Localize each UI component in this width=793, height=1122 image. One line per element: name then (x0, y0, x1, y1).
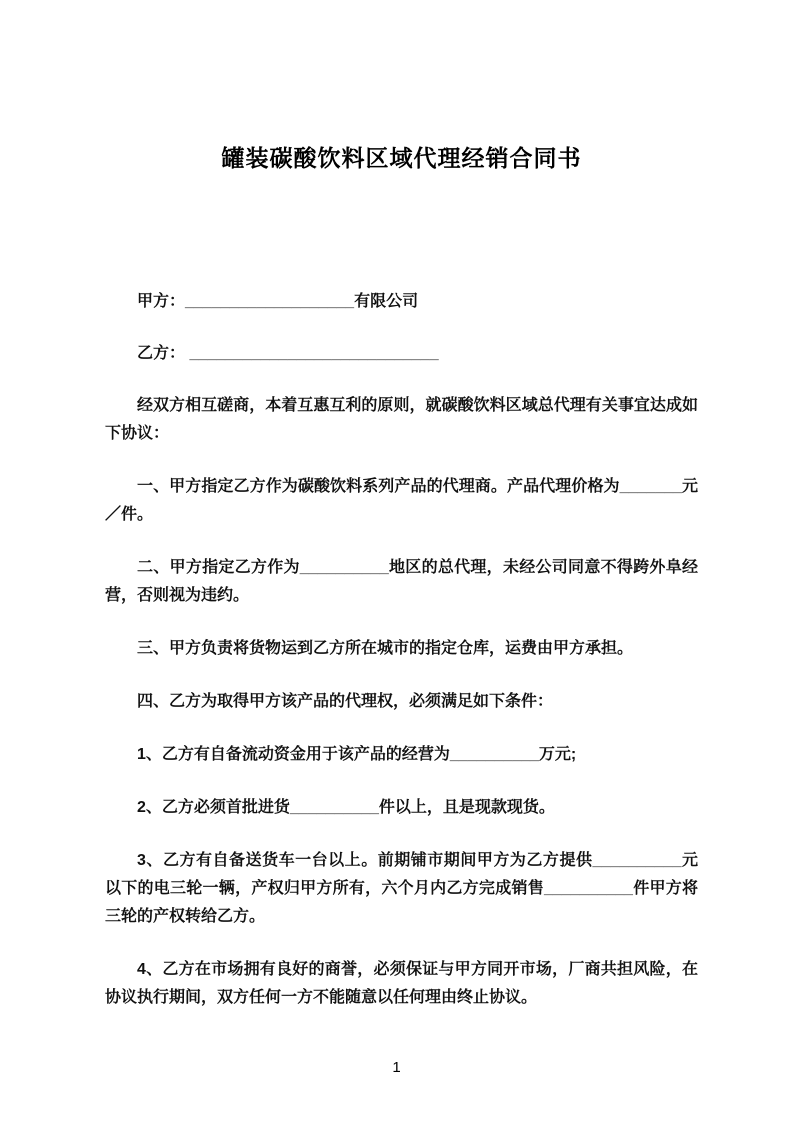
contract-paragraph: 1、乙方有自备流动资金用于该产品的经营为__________万元; (137, 746, 577, 763)
contract-paragraph: 3、乙方有自备送货车一台以上。前期铺市期间甲方为乙方提供__________元以下的电三轮一辆，产权归甲方所有，六个月内乙方完成销售__________件甲方将三轮的产权转给乙方。 (105, 852, 698, 925)
contract-body (105, 392, 698, 1012)
contract-paragraph: 一、甲方指定乙方作为碳酸饮料系列产品的代理商。产品代理价格为_______元／件。 (105, 478, 698, 523)
contract-paragraph: 四、乙方为取得甲方该产品的代理权，必须满足如下条件： (137, 693, 554, 710)
document-title: 罐装碳酸饮料区域代理经销合同书 (221, 145, 582, 171)
party-a-line: 甲方：___________________有限公司 (137, 293, 419, 310)
contract-paragraph: 2、乙方必须首批进货__________件以上，且是现款现货。 (137, 799, 555, 816)
contract-paragraph: 4、乙方在市场拥有良好的商誉，必须保证与甲方同开市场，厂商共担风险，在协议执行期间，双方任何一方不能随意以任何理由终止协议。 (105, 961, 698, 1006)
party-b-line: 乙方： ____________________________ (137, 345, 439, 362)
page-number: 1 (392, 1059, 401, 1076)
contract-paragraph: 经双方相互磋商，本着互惠互利的原则，就碳酸饮料区域总代理有关事宜达成如下协议： (105, 397, 698, 442)
contract-paragraph: 三、甲方负责将货物运到乙方所在城市的指定仓库，运费由甲方承担。 (137, 640, 634, 657)
contract-paragraph: 二、甲方指定乙方作为__________地区的总代理，未经公司同意不得跨外阜经营，否则视为违约。 (105, 559, 698, 604)
